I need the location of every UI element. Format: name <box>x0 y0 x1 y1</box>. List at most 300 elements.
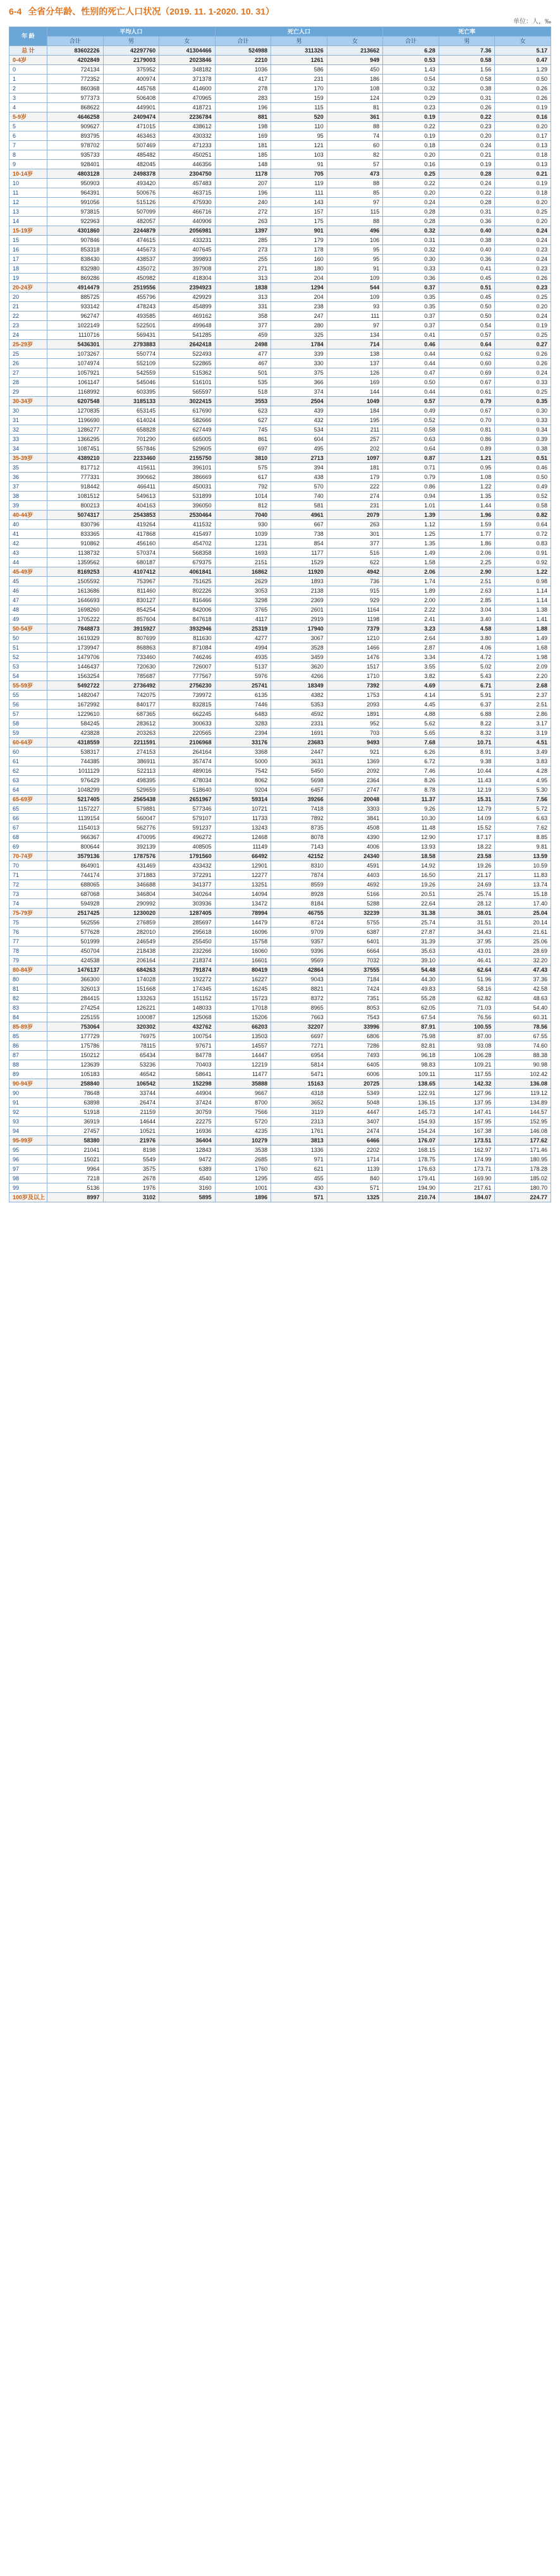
value-cell: 105183 <box>47 1070 104 1079</box>
value-cell: 3.80 <box>439 634 495 643</box>
value-cell: 7848873 <box>47 624 104 634</box>
value-cell: 0.23 <box>495 264 551 274</box>
table-row <box>9 653 551 662</box>
age-cell: 20 <box>9 293 47 302</box>
value-cell: 857604 <box>103 615 159 624</box>
value-cell: 0.95 <box>439 463 495 473</box>
value-cell: 433432 <box>159 861 216 871</box>
table-row <box>9 558 551 567</box>
value-cell: 1198 <box>327 615 383 624</box>
value-cell: 3102 <box>103 1193 159 1202</box>
value-cell: 14644 <box>103 1117 159 1127</box>
value-cell: 17.40 <box>495 899 551 909</box>
value-cell: 91 <box>327 264 383 274</box>
value-cell: 24.69 <box>439 880 495 890</box>
value-cell: 1036 <box>215 65 271 75</box>
value-cell: 603395 <box>103 387 159 397</box>
value-cell: 174345 <box>159 984 216 994</box>
value-cell: 2919 <box>271 615 327 624</box>
value-cell: 7286 <box>327 1041 383 1051</box>
table-row <box>9 103 551 112</box>
value-cell: 1446437 <box>47 662 104 672</box>
value-cell: 3810 <box>215 454 271 463</box>
value-cell: 7.46 <box>383 766 439 776</box>
value-cell: 1.14 <box>495 596 551 605</box>
age-cell: 89 <box>9 1070 47 1079</box>
value-cell: 1529 <box>271 558 327 567</box>
value-cell: 11149 <box>215 842 271 852</box>
table-row <box>9 605 551 615</box>
value-cell: 2517425 <box>47 909 104 918</box>
value-cell: 5895 <box>159 1193 216 1202</box>
table-row <box>9 586 551 596</box>
value-cell: 12277 <box>215 871 271 880</box>
value-cell: 13472 <box>215 899 271 909</box>
value-cell: 506408 <box>103 94 159 103</box>
value-cell: 2394 <box>215 729 271 738</box>
value-cell: 66203 <box>215 1022 271 1032</box>
value-cell: 28.69 <box>495 946 551 956</box>
table-row <box>9 311 551 321</box>
value-cell: 181 <box>327 463 383 473</box>
value-cell: 16936 <box>159 1127 216 1136</box>
table-row <box>9 956 551 965</box>
value-cell: 9357 <box>271 937 327 946</box>
value-cell: 341377 <box>159 880 216 890</box>
value-cell: 8053 <box>327 1003 383 1013</box>
value-cell: 160 <box>271 255 327 264</box>
value-cell: 0.86 <box>383 482 439 492</box>
table-row <box>9 141 551 150</box>
value-cell: 570 <box>271 482 327 492</box>
value-cell: 5.65 <box>383 729 439 738</box>
value-cell: 928401 <box>47 160 104 169</box>
value-cell: 0.19 <box>383 112 439 122</box>
value-cell: 4591 <box>327 861 383 871</box>
value-cell: 854 <box>271 539 327 548</box>
value-cell: 8700 <box>215 1098 271 1108</box>
value-cell: 3053 <box>215 586 271 596</box>
age-cell: 49 <box>9 615 47 624</box>
value-cell: 71.03 <box>439 1003 495 1013</box>
age-cell: 20-24岁 <box>9 283 47 293</box>
value-cell: 9396 <box>271 946 327 956</box>
value-cell: 0.52 <box>383 416 439 425</box>
value-cell: 284415 <box>47 994 104 1003</box>
age-cell: 59 <box>9 729 47 738</box>
value-cell: 285697 <box>159 918 216 928</box>
value-cell: 70403 <box>159 1060 216 1070</box>
value-cell: 14479 <box>215 918 271 928</box>
table-row <box>9 264 551 274</box>
value-cell: 88 <box>327 179 383 188</box>
value-cell: 2.09 <box>495 662 551 672</box>
value-cell: 1295 <box>215 1174 271 1183</box>
value-cell: 4.06 <box>439 643 495 653</box>
value-cell: 429929 <box>159 293 216 302</box>
value-cell: 579881 <box>103 804 159 814</box>
age-cell: 69 <box>9 842 47 852</box>
value-cell: 417868 <box>103 529 159 539</box>
value-cell: 175786 <box>47 1041 104 1051</box>
age-cell: 17 <box>9 255 47 264</box>
value-cell: 8928 <box>271 890 327 899</box>
age-cell: 35 <box>9 463 47 473</box>
value-cell: 921 <box>327 747 383 757</box>
value-cell: 271 <box>215 264 271 274</box>
value-cell: 43.01 <box>439 946 495 956</box>
value-cell: 1.74 <box>383 577 439 586</box>
value-cell: 0.23 <box>495 283 551 293</box>
value-cell: 2.41 <box>383 615 439 624</box>
value-cell: 21.61 <box>495 928 551 937</box>
value-cell: 2092 <box>327 766 383 776</box>
value-cell: 417 <box>215 75 271 84</box>
value-cell: 152.95 <box>495 1117 551 1127</box>
value-cell: 0.45 <box>439 293 495 302</box>
age-cell: 90-94岁 <box>9 1079 47 1089</box>
value-cell: 604 <box>271 435 327 444</box>
value-cell: 137 <box>327 359 383 368</box>
value-cell: 16.50 <box>383 871 439 880</box>
table-row <box>9 539 551 548</box>
value-cell: 54.48 <box>383 965 439 975</box>
value-cell: 0.44 <box>383 349 439 359</box>
value-cell: 2151 <box>215 558 271 567</box>
value-cell: 3119 <box>271 1108 327 1117</box>
value-cell: 138.65 <box>383 1079 439 1089</box>
value-cell: 2565438 <box>103 795 159 804</box>
value-cell: 868863 <box>103 643 159 653</box>
value-cell: 3579136 <box>47 852 104 861</box>
value-cell: 203263 <box>103 729 159 738</box>
age-cell: 83 <box>9 1003 47 1013</box>
age-cell: 85-89岁 <box>9 1022 47 1032</box>
value-cell: 110 <box>271 122 327 131</box>
value-cell: 4914479 <box>47 283 104 293</box>
value-cell: 10.71 <box>439 738 495 747</box>
value-cell: 2685 <box>215 1155 271 1164</box>
value-cell: 42864 <box>271 965 327 975</box>
value-cell: 478034 <box>159 776 216 785</box>
value-cell: 194.90 <box>383 1183 439 1193</box>
value-cell: 802226 <box>159 586 216 596</box>
value-cell: 450031 <box>159 482 216 492</box>
value-cell: 591237 <box>159 823 216 833</box>
value-cell: 893795 <box>47 131 104 141</box>
value-cell: 9472 <box>159 1155 216 1164</box>
value-cell: 6.72 <box>383 757 439 766</box>
value-cell: 0.89 <box>439 444 495 454</box>
value-cell: 2155750 <box>159 454 216 463</box>
value-cell: 5698 <box>271 776 327 785</box>
value-cell: 20048 <box>327 795 383 804</box>
value-cell: 14094 <box>215 890 271 899</box>
value-cell: 179 <box>271 236 327 245</box>
value-cell: 358 <box>215 311 271 321</box>
value-cell: 0.24 <box>383 198 439 207</box>
value-cell: 562776 <box>103 823 159 833</box>
header-sub: 女 <box>495 37 551 46</box>
value-cell: 18349 <box>271 681 327 691</box>
value-cell: 0.53 <box>383 56 439 65</box>
value-cell: 736 <box>327 577 383 586</box>
value-cell: 169 <box>215 131 271 141</box>
value-cell: 4266 <box>271 672 327 681</box>
value-cell: 3915927 <box>103 624 159 634</box>
value-cell: 255 <box>215 255 271 264</box>
value-cell: 7040 <box>215 511 271 520</box>
table-row <box>9 975 551 984</box>
value-cell: 138 <box>327 349 383 359</box>
value-cell: 976429 <box>47 776 104 785</box>
value-cell: 207 <box>215 179 271 188</box>
value-cell: 469162 <box>159 311 216 321</box>
value-cell: 181 <box>215 141 271 150</box>
value-cell: 1.89 <box>383 586 439 596</box>
value-cell: 8062 <box>215 776 271 785</box>
value-cell: 860368 <box>47 84 104 94</box>
value-cell: 23.58 <box>439 852 495 861</box>
table-row <box>9 1155 551 1164</box>
value-cell: 121 <box>271 141 327 150</box>
age-cell: 54 <box>9 672 47 681</box>
value-cell: 34.43 <box>439 928 495 937</box>
value-cell: 471015 <box>103 122 159 131</box>
value-cell: 5.43 <box>439 672 495 681</box>
value-cell: 522865 <box>159 359 216 368</box>
value-cell: 0.20 <box>495 217 551 226</box>
value-cell: 192272 <box>159 975 216 984</box>
value-cell: 1698260 <box>47 605 104 615</box>
value-cell: 977373 <box>47 94 104 103</box>
value-cell: 4447 <box>327 1108 383 1117</box>
age-cell: 61 <box>9 757 47 766</box>
value-cell: 25.04 <box>495 909 551 918</box>
age-cell: 93 <box>9 1117 47 1127</box>
value-cell: 662245 <box>159 710 216 719</box>
value-cell: 98.83 <box>383 1060 439 1070</box>
value-cell: 8.85 <box>495 833 551 842</box>
value-cell: 0.91 <box>495 548 551 558</box>
value-cell: 571 <box>327 1183 383 1193</box>
value-cell: 684263 <box>103 965 159 975</box>
value-cell: 8372 <box>271 994 327 1003</box>
value-cell: 2106968 <box>159 738 216 747</box>
age-cell: 35-39岁 <box>9 454 47 463</box>
value-cell: 295618 <box>159 928 216 937</box>
value-cell: 414600 <box>159 84 216 94</box>
table-row <box>9 473 551 482</box>
age-cell: 0 <box>9 65 47 75</box>
value-cell: 2.25 <box>439 558 495 567</box>
value-cell: 211 <box>327 425 383 435</box>
value-cell: 88 <box>327 122 383 131</box>
value-cell: 0.36 <box>383 274 439 283</box>
value-cell: 739972 <box>159 691 216 700</box>
value-cell: 411532 <box>159 520 216 529</box>
value-cell: 550774 <box>103 349 159 359</box>
value-cell: 204 <box>271 293 327 302</box>
age-cell: 58 <box>9 719 47 729</box>
value-cell: 145.73 <box>383 1108 439 1117</box>
value-cell: 0.26 <box>495 94 551 103</box>
value-cell: 1.43 <box>383 65 439 75</box>
age-cell: 16 <box>9 245 47 255</box>
value-cell: 12468 <box>215 833 271 842</box>
value-cell: 8724 <box>271 918 327 928</box>
table-row-group <box>9 283 551 293</box>
value-cell: 0.25 <box>383 169 439 179</box>
value-cell: 0.30 <box>495 406 551 416</box>
value-cell: 357474 <box>159 757 216 766</box>
value-cell: 13.93 <box>383 842 439 852</box>
value-cell: 111 <box>271 188 327 198</box>
value-cell: 4942 <box>327 567 383 577</box>
value-cell: 869286 <box>47 274 104 283</box>
value-cell: 6405 <box>327 1060 383 1070</box>
value-cell: 1.49 <box>495 634 551 643</box>
table-row <box>9 634 551 643</box>
header-sub: 合计 <box>47 37 104 46</box>
value-cell: 87.00 <box>439 1032 495 1041</box>
value-cell: 1893 <box>271 577 327 586</box>
value-cell: 0.63 <box>383 435 439 444</box>
age-cell: 5-9岁 <box>9 112 47 122</box>
value-cell: 49.83 <box>383 984 439 994</box>
value-cell: 96.18 <box>383 1051 439 1060</box>
table-row <box>9 1174 551 1183</box>
header-group-death-rate: 死亡率 <box>383 27 551 37</box>
table-row <box>9 330 551 340</box>
table-row <box>9 729 551 738</box>
value-cell: 1.68 <box>495 643 551 653</box>
table-row <box>9 719 551 729</box>
value-cell: 0.71 <box>383 463 439 473</box>
value-cell: 6483 <box>215 710 271 719</box>
value-cell: 1049 <box>327 397 383 406</box>
value-cell: 493420 <box>103 179 159 188</box>
value-cell: 144 <box>327 387 383 397</box>
age-cell: 34 <box>9 444 47 454</box>
table-row <box>9 928 551 937</box>
value-cell: 263 <box>327 520 383 529</box>
value-cell: 2313 <box>271 1117 327 1127</box>
value-cell: 3.23 <box>383 624 439 634</box>
table-row <box>9 321 551 330</box>
value-cell: 7566 <box>215 1108 271 1117</box>
value-cell: 36919 <box>47 1117 104 1127</box>
value-cell: 8965 <box>271 1003 327 1013</box>
value-cell: 53236 <box>103 1060 159 1070</box>
value-cell: 6.63 <box>495 814 551 823</box>
value-cell: 627449 <box>159 425 216 435</box>
value-cell: 32.20 <box>495 956 551 965</box>
age-cell: 28 <box>9 378 47 387</box>
value-cell: 0.50 <box>495 473 551 482</box>
value-cell: 811630 <box>159 634 216 643</box>
value-cell: 0.18 <box>383 141 439 150</box>
value-cell: 218438 <box>103 946 159 956</box>
age-cell: 45-49岁 <box>9 567 47 577</box>
value-cell: 0.21 <box>495 169 551 179</box>
value-cell: 3067 <box>271 634 327 643</box>
value-cell: 0.44 <box>383 387 439 397</box>
value-cell: 854254 <box>103 605 159 615</box>
value-cell: 586 <box>271 65 327 75</box>
value-cell: 3.34 <box>383 653 439 662</box>
value-cell: 173.51 <box>439 1136 495 1146</box>
table-code: 6-4 <box>9 6 22 16</box>
table-row <box>9 368 551 378</box>
value-cell: 1.12 <box>383 520 439 529</box>
value-cell: 8.78 <box>383 785 439 795</box>
mortality-table <box>9 27 551 1202</box>
value-cell: 11.43 <box>439 776 495 785</box>
table-row <box>9 672 551 681</box>
value-cell: 17940 <box>271 624 327 634</box>
value-cell: 3407 <box>327 1117 383 1127</box>
value-cell: 742075 <box>103 691 159 700</box>
value-cell: 482057 <box>103 217 159 226</box>
value-cell: 28.12 <box>439 899 495 909</box>
value-cell: 186 <box>327 75 383 84</box>
value-cell: 0.26 <box>495 274 551 283</box>
value-cell: 151668 <box>103 984 159 994</box>
value-cell: 5450 <box>271 766 327 776</box>
value-cell: 185 <box>215 150 271 160</box>
age-cell: 96 <box>9 1155 47 1164</box>
value-cell: 6.28 <box>383 46 439 56</box>
value-cell: 375952 <box>103 65 159 75</box>
table-row <box>9 861 551 871</box>
value-cell: 162.97 <box>439 1146 495 1155</box>
value-cell: 7351 <box>327 994 383 1003</box>
value-cell: 78648 <box>47 1089 104 1098</box>
value-cell: 16245 <box>215 984 271 994</box>
value-cell: 76.56 <box>439 1013 495 1022</box>
value-cell: 372291 <box>159 871 216 880</box>
value-cell: 501 <box>215 368 271 378</box>
value-cell: 456160 <box>103 539 159 548</box>
value-cell: 11920 <box>271 567 327 577</box>
value-cell: 176.07 <box>383 1136 439 1146</box>
value-cell: 0.61 <box>439 387 495 397</box>
value-cell: 0.46 <box>495 463 551 473</box>
value-cell: 44904 <box>159 1089 216 1098</box>
value-cell: 7032 <box>327 956 383 965</box>
value-cell: 394 <box>271 463 327 473</box>
value-cell: 807699 <box>103 634 159 643</box>
value-cell: 8.22 <box>439 719 495 729</box>
value-cell: 1.86 <box>439 539 495 548</box>
value-cell: 5137 <box>215 662 271 672</box>
table-row <box>9 492 551 501</box>
value-cell: 220565 <box>159 729 216 738</box>
table-row <box>9 871 551 880</box>
table-row <box>9 150 551 160</box>
value-cell: 67.55 <box>495 1032 551 1041</box>
value-cell: 2498378 <box>103 169 159 179</box>
value-cell: 2.68 <box>495 681 551 691</box>
value-cell: 1336 <box>271 1146 327 1155</box>
value-cell: 1466 <box>327 643 383 653</box>
value-cell: 471233 <box>159 141 216 150</box>
table-row <box>9 425 551 435</box>
value-cell: 581 <box>271 501 327 511</box>
table-row-group <box>9 909 551 918</box>
value-cell: 8184 <box>271 899 327 909</box>
